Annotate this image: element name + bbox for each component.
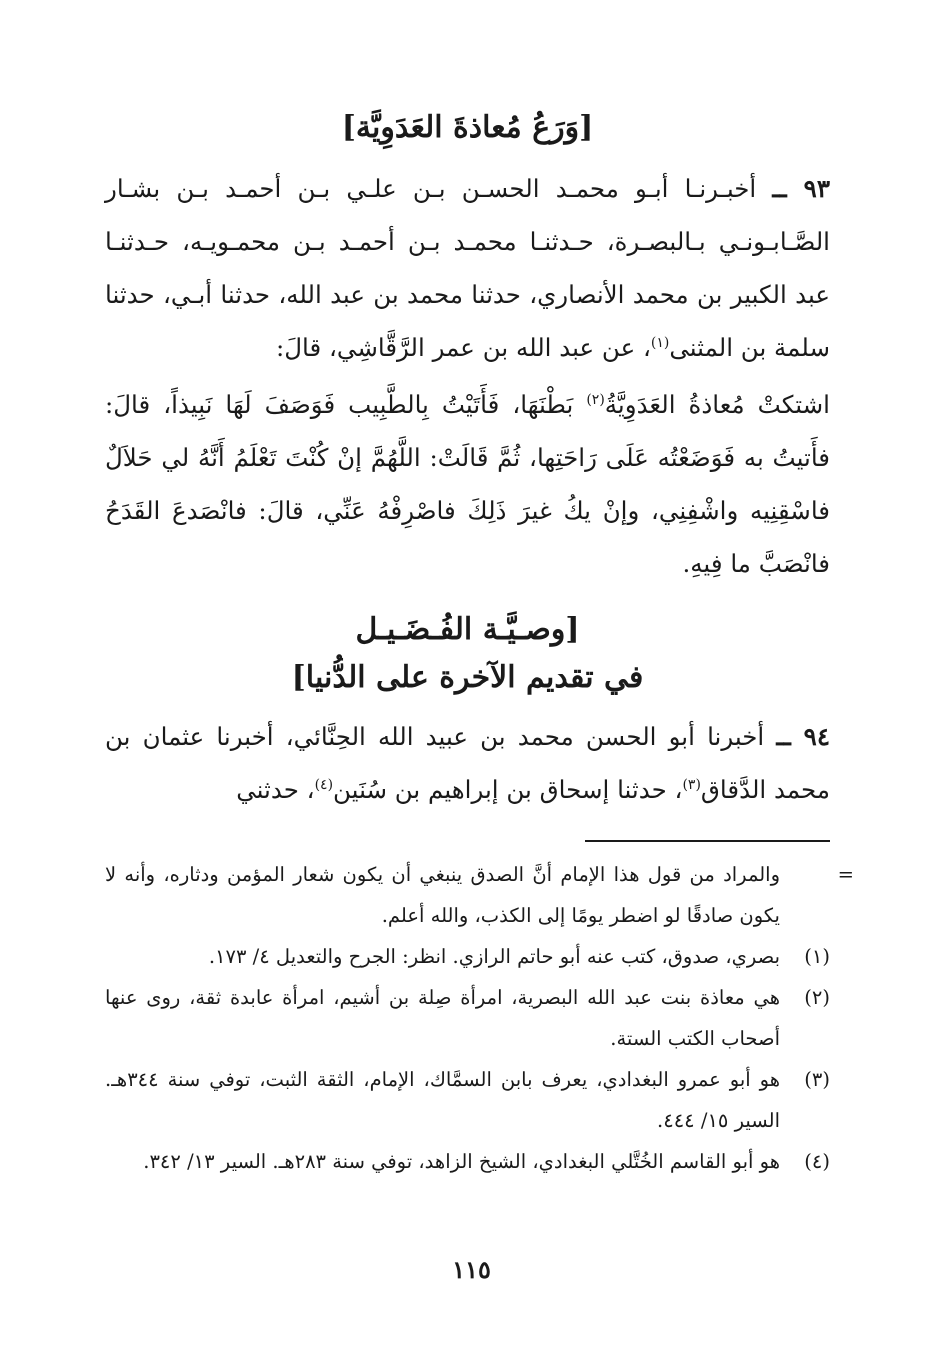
footnote-3 — [105, 1059, 830, 1141]
footnote-4 — [105, 1141, 830, 1182]
footnote-1-text: بصري، صدوق، كتب عنه أبو حاتم الرازي. انظر: الجرح والتعديل ٤/ ١٧٣. — [208, 945, 780, 968]
paragraph-93 — [105, 162, 830, 374]
isnad-94-part-a: أخبرنا أبو الحسن محمد بن عبيد الله الحِنَّائي، أخبرنا عثمان بن محمد الدَّقاق — [105, 722, 830, 804]
footnote-3-mark: (٣) — [804, 1068, 830, 1091]
footnote-4-text: هو أبو القاسم الخُتَّلي البغدادي، الشيخ الزاهد، توفي سنة ٢٨٣هـ. السير ١٣/ ٣٤٢. — [143, 1150, 780, 1173]
isnad-94-part-b: ، حدثنا إسحاق بن إبراهيم بن سُنَين — [333, 775, 683, 804]
continuation-mark: = — [837, 863, 854, 886]
footnotes — [105, 854, 854, 1182]
section-title-fudayl-line2: في تقديم الآخرة على الدُّنيا] — [291, 660, 644, 695]
hadith-number-94: ٩٤ ــ — [776, 722, 830, 751]
section-title-fudayl-line1: [وصـيَّـة الفُـضَـيـل — [355, 612, 580, 647]
footnote-continuation-text: والمراد من قول هذا الإمام أنَّ الصدق ينبغي أن يكون شعار المؤمن ودثاره، وأنه لا يكون صادقًا لو اضطر يومًا إلى الكذب، والله أعلم. — [105, 863, 780, 927]
footnote-1-mark: (١) — [804, 945, 830, 968]
matn-93-part-a: اشتكتْ مُعاذةُ العَدَوِيَّةُ — [604, 390, 830, 419]
paragraph-94 — [105, 710, 830, 816]
footnote-1 — [105, 936, 830, 977]
isnad-93-part-b: ، عن عبد الله بن عمر الرَّقَّاشِي، قالَ: — [275, 333, 651, 362]
isnad-93-part-a: أخبـرنـا أبـو محمـد الحسـن بـن علـي بـن أحمـد بـن بشـار الصَّـابـونـي بـالبصـرة، حـدثنـا محمـد بـن أحمـد بـن محمـويـه، حـدثنـا عبد الكبير بن محمد الأنصاري، حدثنا محمد بن عبد الله، حدثنا أبـي، حدثنا سلمة بن المثنى — [105, 174, 830, 362]
isnad-94-part-c: ، حدثني — [236, 775, 315, 804]
matn-93-part-b: بَطْنَهَا، فَأَتَيْتُ بِالطَّبِيب فَوَصَفَ لَهَا نَبِيذاً، قالَ: فأَتيتُ به فَوَضَعْتُه عَلَى رَاحَتِها، ثُمَّ قَالَتْ: اللَّهُمَّ إنْ كُنْتَ تَعْلَمُ أَنَّهُ لي حَلاَلٌ فاسْقِنِيه واشْفِنِي، وإنْ يكُ غيرَ ذَلِكَ فاصْرِفْهُ عَنِّي، قالَ: فانْصَدعَ القَدَحُ فانْصَبَّ ما فِيهِ. — [105, 390, 830, 578]
paragraph-93-matn — [105, 378, 830, 590]
footnote-2-mark: (٢) — [804, 986, 830, 1009]
footnote-4-mark: (٤) — [804, 1150, 830, 1173]
footnote-ref-1[interactable]: (١) — [650, 334, 670, 351]
hadith-number-93: ٩٣ ــ — [772, 174, 830, 203]
footnote-ref-3[interactable]: (٣) — [682, 776, 701, 793]
page-number: ١١٥ — [452, 1255, 491, 1284]
footnote-ref-2[interactable]: (٢) — [586, 391, 605, 408]
footnote-ref-4[interactable]: (٤) — [314, 776, 334, 793]
footnote-separator — [585, 840, 830, 842]
section-title-muadha: [وَرَعُ مُعاذةَ العَدَوِيَّة] — [341, 110, 594, 145]
book-page — [105, 100, 854, 1290]
footnote-2 — [105, 977, 830, 1059]
footnote-3-text: هو أبو عمرو البغدادي، يعرف بابن السمَّاك، الإمام، الثقة الثبت، توفي سنة ٣٤٤هـ. السير ١٥/ ٤٤٤. — [105, 1068, 780, 1132]
footnote-continuation — [105, 854, 854, 936]
footnote-2-text: هي معاذة بنت عبد الله البصرية، امرأة صِلة بن أشيم، امرأة عابدة ثقة، روى عنها أصحاب الكتب الستة. — [105, 986, 780, 1050]
